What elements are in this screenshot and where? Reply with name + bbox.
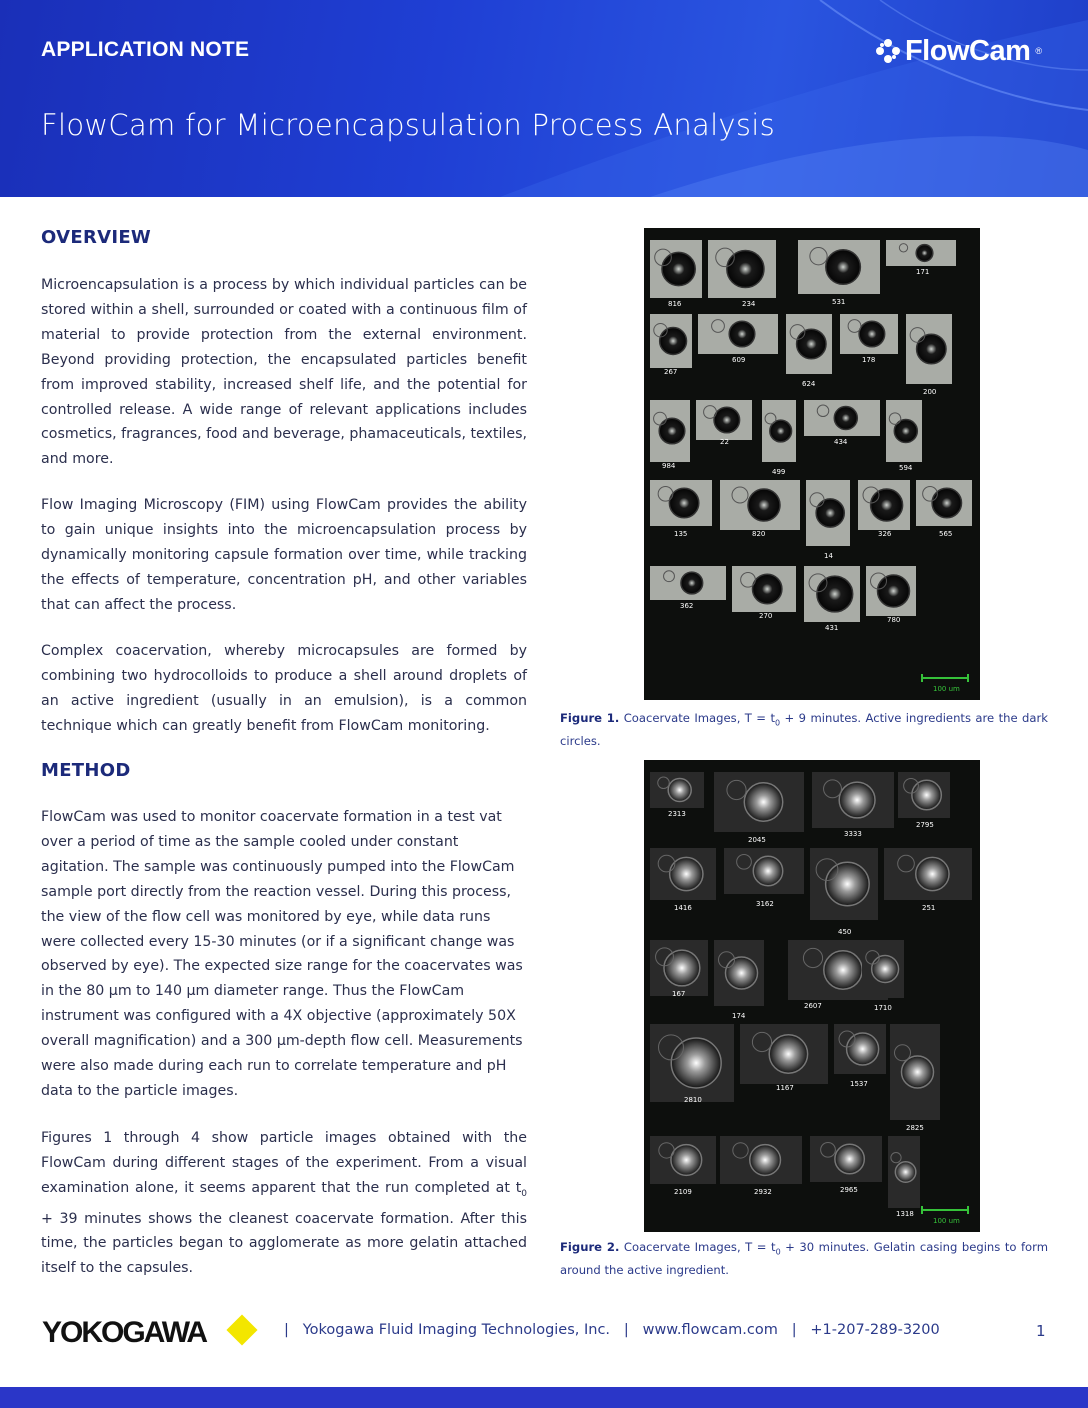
particle-droplet [932, 488, 961, 517]
particle-droplet [660, 328, 687, 355]
particle-droplet [668, 778, 691, 801]
particle-droplet [681, 572, 703, 594]
particle-id-label: 22 [720, 438, 729, 446]
particle-droplet [916, 857, 949, 890]
particle-id-label: 2795 [916, 821, 934, 829]
footer-bar [0, 1387, 1088, 1408]
figure-1-caption-a: Coacervate Images, T = t [619, 711, 775, 725]
particle-droplet [912, 780, 941, 809]
t0-subscript: 0 [521, 1188, 527, 1199]
document-type-label: APPLICATION NOTE [41, 38, 250, 61]
particle-id-label: 1167 [776, 1084, 794, 1092]
particle-droplet [895, 1162, 915, 1182]
particle-droplet [671, 1145, 702, 1176]
particle-droplet [727, 250, 764, 287]
particle-id-label: 1318 [896, 1210, 914, 1218]
brand-name: FlowCam [904, 34, 1031, 67]
particle-id-label: 565 [939, 530, 953, 538]
particle-id-label: 499 [772, 468, 786, 476]
particle-id-label: 431 [825, 624, 839, 632]
particle-id-label: 820 [752, 530, 766, 538]
particle-id-label: 1416 [674, 904, 692, 912]
particle-droplet [916, 245, 933, 262]
particle-id-label: 174 [732, 1012, 746, 1020]
method-heading: METHOD [41, 760, 131, 781]
particle-id-label: 14 [824, 552, 833, 560]
particle-id-label: 200 [923, 388, 937, 396]
particle-id-label: 3162 [756, 900, 774, 908]
footer-contact-info: | Yokogawa Fluid Imaging Technologies, Inc. | www.flowcam.com | +1-207-289-3200 [284, 1322, 940, 1338]
particle-droplet [824, 951, 862, 989]
figure-1-particle-collage [644, 228, 980, 700]
particle-droplet [797, 329, 826, 358]
particle-droplet [714, 407, 740, 433]
particle-droplet [671, 1038, 721, 1088]
particle-id-label: 362 [680, 602, 694, 610]
figure-1-caption-b: + 9 minutes. Active ingredients are the dark circles. [560, 711, 1048, 749]
particle-id-label: 2607 [804, 1002, 822, 1010]
overview-paragraph-2: Flow Imaging Microscopy (FIM) using FlowCam provides the ability to gain unique insights into the microencapsulation process by dynamically monitoring capsule formation over time, while tracking the effects of temperature, concentration pH, and other variables that can affect the process. [41, 497, 527, 613]
particle-id-label: 135 [674, 530, 688, 538]
particle-droplet [659, 418, 685, 444]
method-p2-text-a: Figures 1 through 4 show particle images obtained with the FlowCam during different stages of the experiment. From a visual examination alone, it seems apparent that the run completed at t [41, 1130, 527, 1196]
header-banner [0, 0, 1088, 197]
particle-id-label: 2045 [748, 836, 766, 844]
particle-droplet [769, 1035, 807, 1073]
figure-2-caption-b: + 30 minutes. Gelatin casing begins to form around the active ingredient. [560, 1240, 1049, 1278]
figure-1-label: Figure 1. [560, 711, 620, 725]
particle-id-label: 816 [668, 300, 682, 308]
overview-paragraph-1: Microencapsulation is a process by which individual particles can be stored within a shell, surrounded or coated with a continuous film of material to provide protection from the external environment. Beyond providing protection, the encapsulated particles benefit from improved stability, increased shelf life, and the potential for controlled release. A wide range of relevant applications includes cosmetics, fragrances, food and beverage, phamaceuticals, textiles, and more. [41, 277, 527, 468]
particle-droplet [835, 1144, 864, 1173]
overview-paragraph-3: Complex coacervation, whereby microcapsules are formed by combining two hydrocolloids to produce a shell around droplets of an active ingredient (usually in an emulsion), is a common technique which can greatly benefit from FlowCam monitoring. [41, 643, 527, 734]
particle-id-label: 624 [802, 380, 816, 388]
registered-mark: ® [1035, 46, 1042, 56]
overview-heading: OVERVIEW [41, 227, 152, 248]
decorative-swirl [0, 0, 1088, 197]
figure-2-label: Figure 2. [560, 1240, 620, 1254]
scale-bar-label: 100 um [933, 1217, 960, 1225]
particle-droplet [871, 489, 903, 521]
particle-id-label: 2825 [906, 1124, 924, 1132]
particle-id-label: 609 [732, 356, 746, 364]
particle-droplet [744, 783, 782, 821]
particle-droplet [859, 321, 885, 347]
particle-droplet [669, 488, 698, 517]
particle-droplet [834, 406, 857, 429]
particle-id-label: 780 [887, 616, 901, 624]
particle-droplet [826, 862, 870, 906]
particle-id-label: 2965 [840, 1186, 858, 1194]
method-paragraph-2 [41, 1126, 527, 1281]
scale-bar-label: 100 um [933, 685, 960, 693]
figure-2-subscript: 0 [775, 1247, 781, 1257]
particle-id-label: 234 [742, 300, 756, 308]
particle-id-label: 2313 [668, 810, 686, 818]
particle-id-label: 171 [916, 268, 930, 276]
yokogawa-logo: YOKOGAWA [42, 1316, 207, 1349]
particle-droplet [752, 574, 781, 603]
particle-id-label: 2810 [684, 1096, 702, 1104]
particle-id-label: 2109 [674, 1188, 692, 1196]
particle-id-label: 251 [922, 904, 936, 912]
figure-2-caption [560, 1238, 1048, 1280]
page-title: FlowCam for Microencapsulation Process Analysis [41, 108, 776, 142]
particle-droplet [902, 1056, 934, 1088]
yokogawa-diamond-icon [226, 1314, 257, 1345]
particle-id-label: 1710 [874, 1004, 892, 1012]
particle-id-label: 326 [878, 530, 892, 538]
particle-droplet [917, 334, 946, 363]
particle-id-label: 450 [838, 928, 852, 936]
particle-droplet [817, 576, 853, 612]
particle-id-label: 1537 [850, 1080, 868, 1088]
particle-droplet [750, 1145, 781, 1176]
particle-droplet [729, 321, 755, 347]
figure-2-caption-a: Coacervate Images, T = t [619, 1240, 776, 1254]
particle-id-label: 2932 [754, 1188, 772, 1196]
particle-id-label: 178 [862, 356, 876, 364]
particle-droplet [894, 419, 917, 442]
particle-droplet [816, 499, 844, 527]
particle-droplet [726, 957, 758, 989]
particle-id-label: 270 [759, 612, 773, 620]
particle-id-label: 167 [672, 990, 686, 998]
particle-droplet [878, 575, 910, 607]
page-number: 1 [1036, 1322, 1046, 1340]
particle-droplet [872, 956, 899, 983]
particle-droplet [753, 856, 782, 885]
particle-droplet [839, 782, 875, 818]
particle-id-label: 3333 [844, 830, 862, 838]
particle-id-label: 434 [834, 438, 848, 446]
figure-1-caption [560, 709, 1048, 751]
particle-id-label: 594 [899, 464, 913, 472]
particle-droplet [847, 1033, 879, 1065]
particle-droplet [826, 250, 861, 285]
figure-2-image [644, 760, 980, 1232]
flowcam-mark-icon [875, 38, 901, 64]
method-paragraph-1: FlowCam was used to monitor coacervate formation in a test vat over a period of time as the sample cooled under constant agitation. The sample was continuously pumped into the FlowCam sample port directly from the reaction vessel. During this process, the view of the flow cell was monitored by eye, while data runs were collected every 15-30 minutes (or if a significant change was observed by eye). The expected size range for the coacervates was in the 80 µm to 140 µm diameter range. Thus the FlowCam instrument was configured with a 4X objective (approximately 50X overall magnification) and a 300 µm-depth flow cell. Measurements were also made during each run to correlate temperature and pH data to the particle images. [41, 809, 523, 1099]
figure-1-image [644, 228, 980, 700]
particle-id-label: 531 [832, 298, 846, 306]
figure-2-particle-collage [644, 760, 980, 1232]
flowcam-logo [875, 34, 1042, 68]
figure-1-subscript: 0 [775, 718, 781, 728]
particle-droplet [748, 489, 780, 521]
particle-id-label: 984 [662, 462, 676, 470]
method-p2-text-b: + 39 minutes shows the cleanest coacervate formation. After this time, the particles began to agglomerate as more gelatin attached itself to the capsules. [41, 1210, 527, 1277]
particle-id-label: 267 [664, 368, 678, 376]
particle-droplet [662, 252, 695, 285]
particle-droplet [664, 950, 700, 986]
